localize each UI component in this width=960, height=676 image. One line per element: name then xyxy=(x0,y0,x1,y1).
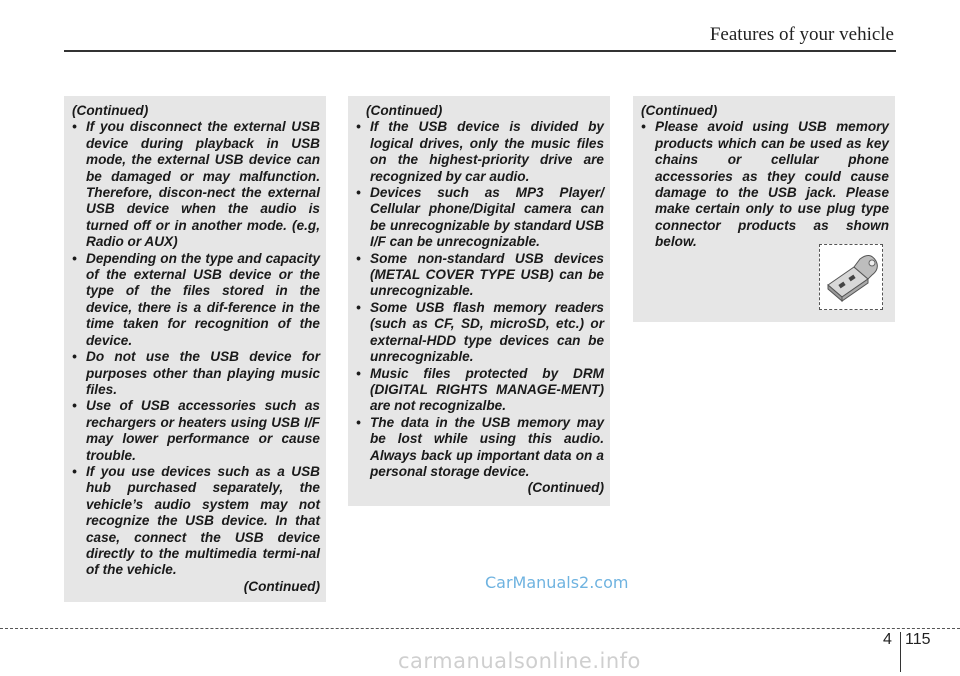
continued-label: (Continued) xyxy=(641,103,718,118)
caution-list xyxy=(354,119,604,480)
caution-box-3 xyxy=(633,96,895,322)
list-item: • If the USB device is divided by logical drives, only the music files on the highest-priority drive are recognized by car audio. xyxy=(354,119,604,185)
header-rule xyxy=(64,50,896,52)
site-brand: carmanualsonline.info xyxy=(398,649,641,673)
footer-rule xyxy=(0,628,960,629)
continued-label: (Continued) xyxy=(243,578,320,594)
caution-list xyxy=(639,119,889,250)
list-item: • Depending on the type and capacity of the external USB device or the type of the files stored in the device, there is a dif-ference in the time taken for recognition of the device. xyxy=(70,251,320,349)
list-item: • Some non-standard USB devices (METAL COVER TYPE USB) can be unrecognizable. xyxy=(354,251,604,300)
continued-label: (Continued) xyxy=(72,103,149,118)
continued-label: (Continued) xyxy=(366,103,443,118)
list-item: • The data in the USB memory may be lost while using this audio. Always back up important data on a personal storage device. xyxy=(354,415,604,481)
caution-box-1 xyxy=(64,96,326,602)
page-number: 115 xyxy=(905,631,931,648)
caution-box-2 xyxy=(348,96,610,506)
list-item: • Use of USB accessories such as rechargers or heaters using USB I/F may lower performance or cause trouble. xyxy=(70,398,320,464)
footer-separator xyxy=(900,632,901,672)
watermark-text: CarManuals2.com xyxy=(485,573,629,592)
chapter-number: 4 xyxy=(883,631,892,648)
page-header-title: Features of your vehicle xyxy=(709,24,894,45)
caution-list xyxy=(70,119,320,578)
list-item: • If you use devices such as a USB hub purchased separately, the vehicle’s audio system may not recognize the USB device. In that case, connect the USB device directly to the multimedia termi-nal of the vehicle. xyxy=(70,464,320,579)
list-item: • Some USB flash memory readers (such as CF, SD, microSD, etc.) or external-HDD type devices can be unrecognizable. xyxy=(354,300,604,366)
list-item: • Do not use the USB device for purposes other than playing music files. xyxy=(70,349,320,398)
continued-label: (Continued) xyxy=(527,480,604,496)
usb-plug-connector-icon xyxy=(819,244,883,310)
list-item: • Music files protected by DRM (DIGITAL RIGHTS MANAGE-MENT) are not recognizalbe. xyxy=(354,366,604,415)
list-item: • Devices such as MP3 Player/ Cellular phone/Digital camera can be unrecognizable by standard USB I/F can be unrecognizable. xyxy=(354,185,604,251)
list-item: • Please avoid using USB memory products which can be used as key chains or cellular phone accessories as they could cause damage to the USB jack. Please make certain only to use plug type connector products as shown below. xyxy=(639,119,889,250)
list-item: • If you disconnect the external USB device during playback in USB mode, the external USB device can be damaged or may malfunction. Therefore, discon-nect the external USB device when the audio is turned off or in another mode. (e.g, Radio or AUX) xyxy=(70,119,320,250)
